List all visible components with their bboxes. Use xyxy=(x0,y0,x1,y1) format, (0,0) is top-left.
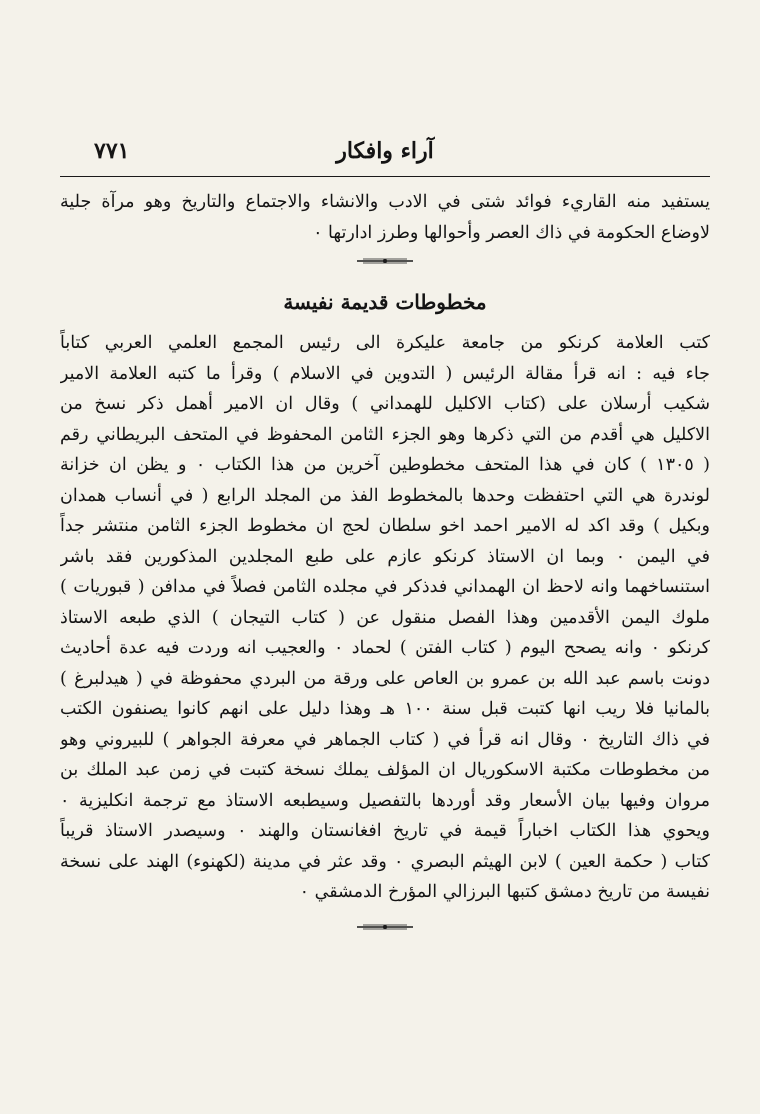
ornament-divider-bottom xyxy=(355,922,415,932)
document-page xyxy=(60,130,710,1050)
text-line: ويحوي هذا الكتاب اخباراً قيمة في تاريخ افغانستان والهند ٠ وسيصدر الاستاذ قريباً xyxy=(60,821,710,841)
text-line: استنساخهما وانه لاحظ ان الهمداني فدذكر في مجلده الثامن فصلاً في مدافن ( قبوريات ) xyxy=(60,577,710,597)
text-line: جاء فيه : انه قرأ مقالة الرئيس ( التدوين في الاسلام ) وقرأ ما كتبه العلامة الامير xyxy=(60,363,710,384)
text-line: شكيب أرسلان على (كتاب الاكليل للهمداني ) وقال ان الامير أهمل ذكر نسخ من xyxy=(60,394,710,414)
text-line: نفيسة من تاريخ دمشق كتبها البرزالي المؤرخ الدمشقي ٠ xyxy=(299,882,710,902)
text-line: ( ١٣٠٥ ) كان في هذا المتحف مخطوطين آخرين من هذا الكتاب ٠ و يظن ان خزانة xyxy=(60,455,710,475)
text-line: من مخطوطات مكتبة الاسكوريال ان المؤلف يملك نسخة كتبت في زمن عبد الملك بن xyxy=(60,760,710,780)
text-line: بالمانيا فلا ريب انها كتبت قبل سنة ١٠٠ هـ وهذا دليل على انهم كانوا يصنفون الكتب xyxy=(60,699,710,719)
text-line: في اليمن ٠ وبما ان الاستاذ كرنكو عازم على طبع المجلدين المذكورين فقد باشر xyxy=(60,546,710,567)
text-line: في ذاك التاريخ ٠ وقال انه قرأ في ( كتاب الجماهر في معرفة الجواهر ) للبيروني وهو xyxy=(60,729,710,750)
text-line: كتب العلامة كرنكو من جامعة عليكرة الى رئيس المجمع العلمي العربي كتاباً xyxy=(60,333,710,353)
intro-paragraph xyxy=(60,187,710,248)
page-number: ٧٧١ xyxy=(94,138,130,164)
text-line: لاوضاع الحكومة في ذاك العصر وأحوالها وطرز ادارتها ٠ xyxy=(313,222,710,243)
ornament-divider xyxy=(355,256,415,266)
text-line: دونت باسم عبد الله بن عمرو بن العاص على ورقة من البردي محفوظة في ( هيدلبرغ ) xyxy=(60,668,710,689)
text-line: كتاب ( حكمة العين ) لابن الهيثم البصري ٠ وقد عثر في مدينة (لكهنوء) الهند على نسخة xyxy=(60,851,710,872)
section-title: مخطوطات قديمة نفيسة xyxy=(283,290,487,314)
page-header xyxy=(60,130,710,177)
section-body xyxy=(60,328,710,908)
text-line: كرنكو ٠ وانه يصحح اليوم ( كتاب الفتن ) لحماد ٠ والعجيب انه وردت فيه عدة أحاديث xyxy=(60,638,710,658)
text-line: يستفيد منه القاريء فوائد شتى في الادب والانشاء والاجتماع والتاريخ وهو مرآة جلية xyxy=(60,192,710,212)
text-line: وبكيل ) وقد اكد له الامير احمد اخو سلطان لحج ان مخطوط الجزء الثامن منتشر جداً xyxy=(60,516,710,536)
text-line: لوندرة هي التي احتفظت وحدها بالمخطوط الفذ من المجلد الرابع ( في أنساب همدان xyxy=(60,485,710,506)
running-title: آراء وافكار xyxy=(336,138,434,164)
text-line: مروان وفيها بيان الأسعار وقد أوردها بالتفصيل وسيطبعه الاستاذ مع ترجمة انكليزية ٠ xyxy=(60,790,710,811)
text-line: ملوك اليمن الأقدمين وهذا الفصل منقول عن ( كتاب التيجان ) الذي طبعه الاستاذ xyxy=(60,607,710,628)
text-line: الاكليل هي أقدم من التي ذكرها وهو الجزء الثامن المحفوظ في المتحف البريطاني رقم xyxy=(60,424,710,445)
